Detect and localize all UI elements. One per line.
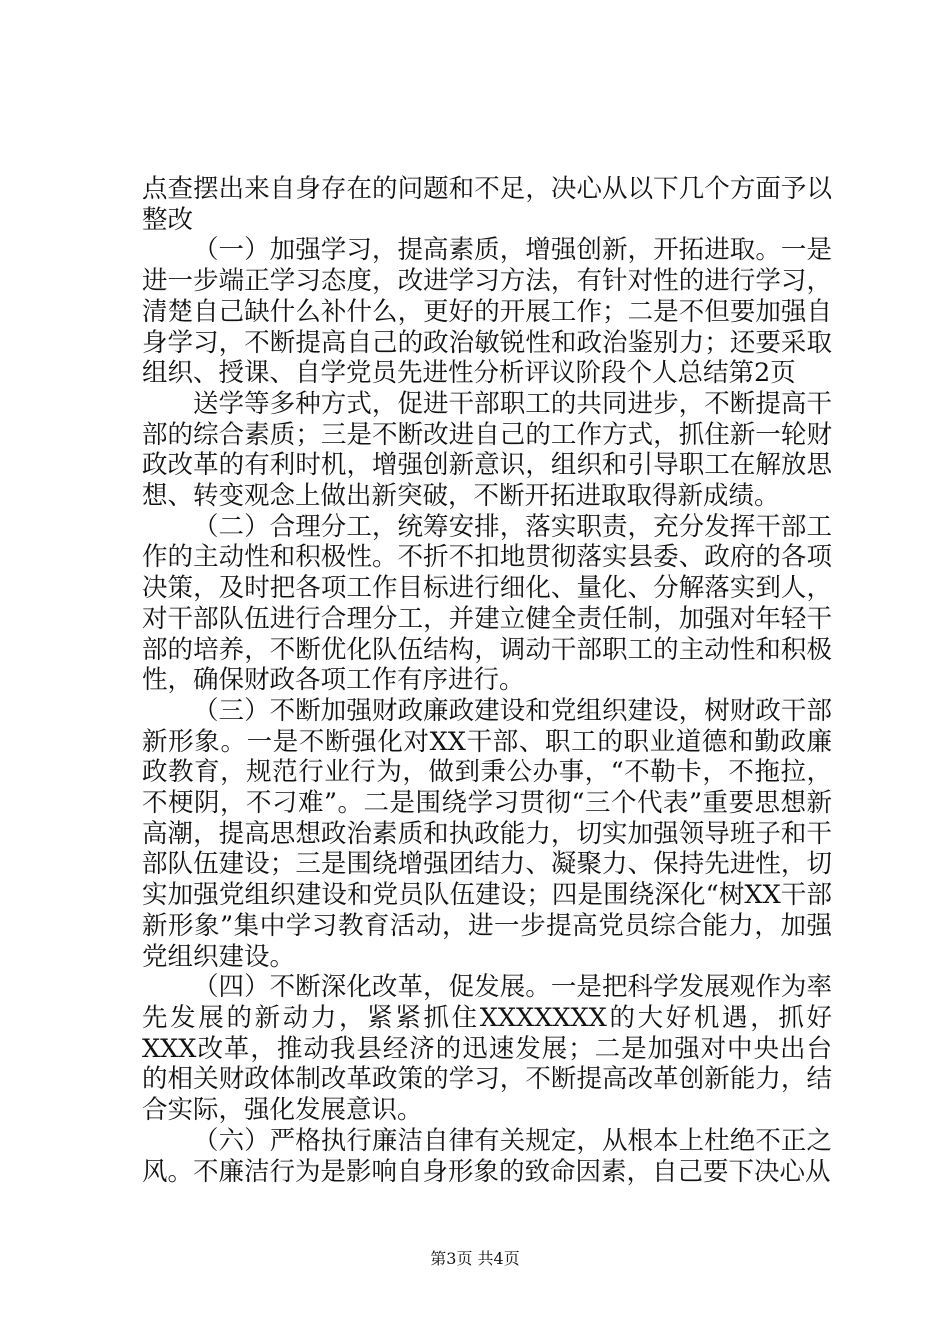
paragraph-intro: 点查摆出来自身存在的问题和不足，决心从以下几个方面予以整改 [142,174,832,235]
paragraph-section-2: （二）合理分工，统筹安排，落实职责，充分发挥干部工作的主动性和积极性。不折不扣地贯彻落实县委、政府的各项决策，及时把各项工作目标进行细化、量化、分解落实到人，对干部队伍进行合理分工，并建立健全责任制，加强对年轻干部的培养，不断优化队伍结构，调动干部职工的主动性和积极性，确保财政各项工作有序进行。 [142,511,832,696]
paragraph-section-1: （一）加强学习，提高素质，增强创新，开拓进取。一是进一步端正学习态度，改进学习方法，有针对性的进行学习，清楚自己缺什么补什么，更好的开展工作；二是不但要加强自身学习，不断提高自己的政治敏锐性和政治鉴别力；还要采取组织、授课、自学党员先进性分析评议阶段个人总结第2页 [142,235,832,389]
paragraph-section-3: （三）不断加强财政廉政建设和党组织建设，树财政干部新形象。一是不断强化对XX干部、职工的职业道德和勤政廉政教育，规范行业行为，做到秉公办事，“不勒卡，不拖拉，不梗阴，不刁难”。二是围绕学习贯彻“三个代表”重要思想新高潮，提高思想政治素质和执政能力，切实加强领导班子和干部队伍建设；三是围绕增强团结力、凝聚力、保持先进性，切实加强党组织建设和党员队伍建设；四是围绕深化“树XX干部新形象”集中学习教育活动，进一步提高党员综合能力，加强党组织建设。 [142,695,832,972]
paragraph-section-1-continued: 送学等多种方式，促进干部职工的共同进步，不断提高干部的综合素质；三是不断改进自己的工作方式，抓住新一轮财政改革的有利时机，增强创新意识，组织和引导职工在解放思想、转变观念上做出新突破，不断开拓进取取得新成绩。 [142,388,832,512]
paragraph-section-4: （四）不断深化改革，促发展。一是把科学发展观作为率先发展的新动力，紧紧抓住XXXXXXX的大好机遇，抓好XXX改革，推动我县经济的迅速发展；二是加强对中央出台的相关财政体制改革政策的学习，不断提高改革创新能力，结合实际，强化发展意识。 [142,972,832,1126]
page-footer: 第3页 共4页 [430,1249,520,1268]
paragraph-section-6: （六）严格执行廉洁自律有关规定，从根本上杜绝不正之风。不廉洁行为是影响自身形象的致命因素，自己要下决心从 [142,1125,832,1187]
document-body [142,174,832,1187]
